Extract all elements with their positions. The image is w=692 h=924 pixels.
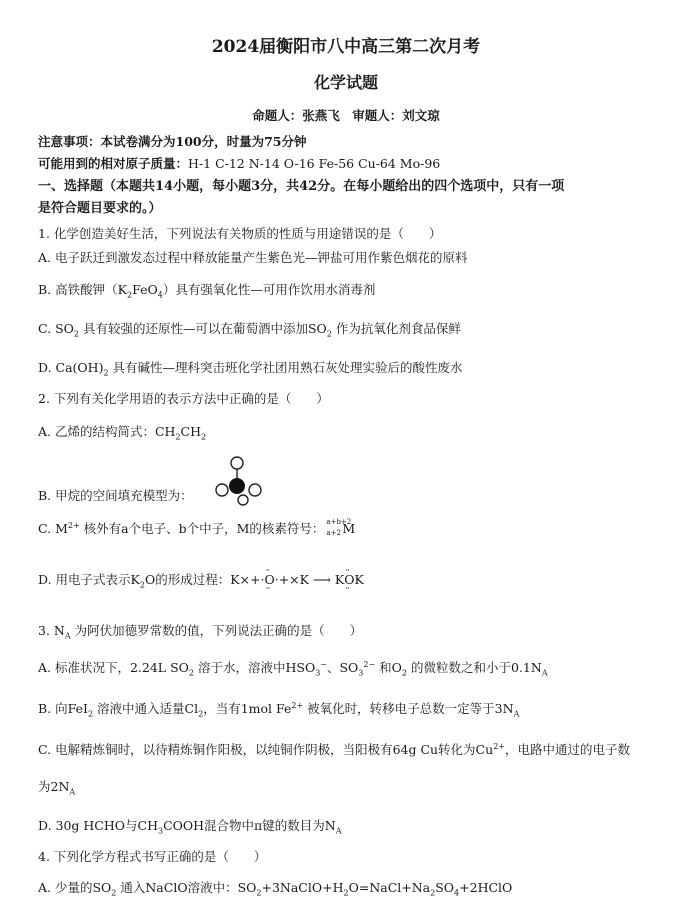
atomic-masses-label: 可能用到的相对原子质量： bbox=[38, 156, 189, 171]
question-4-option-a: A. 少量的$SO_2$ 通入NaClO溶液中：$SO_2+3NaClO+H_2O=NaCl+Na_2SO_4+2HClO$ bbox=[38, 880, 513, 898]
exam-notes: 注意事项：本试卷满分为100分，时量为75分钟 bbox=[38, 134, 307, 149]
authors-line: 命题人：张燕飞 审题人：刘文琼 bbox=[252, 108, 440, 123]
question-1-stem: 1. 化学创造美好生活，下列说法有关物质的性质与用途错误的是（ ） bbox=[38, 226, 442, 241]
question-3-option-d: D. 30g HCHO与$CH_3COOH$混合物中π键的数目为$N_A$ bbox=[38, 818, 342, 836]
atomic-masses-values: H-1 C-12 N-14 O-16 Fe-56 Cu-64 Mo-96 bbox=[188, 156, 441, 171]
question-1-option-b: B. 高铁酸钾$(K_2FeO_4)$具有强氧化性—可用作饮用水消毒剂 bbox=[38, 282, 376, 300]
question-3-option-a: A. 标准状况下，2.24L $SO_2$ 溶于水，溶液中$HSO_3^-$、$SO_3^{2-}$ 和$O_2$ 的微粒数之和小于$0.1N_A$ bbox=[38, 659, 548, 678]
question-1-option-a: A. 电子跃迁到激发态过程中释放能量产生紫色光—钾盐可用作紫色烟花的原料 bbox=[38, 250, 468, 265]
question-1-option-d: D. $Ca(OH)_2$ 具有碱性—理科突击班化学社团用熟石灰处理实验后的酸性废水 bbox=[38, 360, 463, 378]
exam-title: 2024届衡阳市八中高三第二次月考 bbox=[211, 37, 481, 57]
question-1-option-c: C. $SO_2$ 具有较强的还原性—可以在葡萄酒中添加$SO_2$ 作为抗氧化剂食品保鲜 bbox=[38, 321, 461, 339]
question-2-option-a: A. 乙烯的结构简式：$CH_2CH_2$ bbox=[38, 424, 207, 442]
section-heading-line2: 是符合题目要求的。） bbox=[38, 201, 162, 216]
question-3-option-b: B. 向FeI$_2$ 溶液中通入适量$Cl_2$，当有1mol $Fe^{2+}$ 被氧化时，转移电子总数一定等于$3N_A$ bbox=[38, 700, 520, 719]
section-heading-line1: 一、选择题（本题共14小题，每小题3分，共42分。在每小题给出的四个选项中，只有一项 bbox=[38, 179, 565, 194]
atomic-masses-line bbox=[38, 156, 668, 172]
methane-model-icon bbox=[213, 456, 275, 506]
subject-title: 化学试题 bbox=[313, 73, 378, 92]
question-3-option-c-line2: 为$2N_A$ bbox=[38, 779, 76, 797]
question-2-stem: 2. 下列有关化学用语的表示方法中正确的是（ ） bbox=[38, 391, 329, 406]
question-3-option-c-line1: C. 电解精炼铜时，以待精炼铜作阳极，以纯铜作阴极，当阳极有64g Cu转化为$Cu^{2+}$，电路中通过的电子数 bbox=[38, 741, 630, 757]
nuclide-symbol: a+b+2 a+2 M bbox=[326, 518, 356, 537]
question-3-stem: 3. $N_A$ 为阿伏加德罗常数的值，下列说法正确的是（ ） bbox=[38, 623, 363, 641]
question-2-option-d: D. 用电子式表示$K_2O$的形成过程：K×+··· O ···+×K ⟶ K·· O ··K bbox=[38, 572, 668, 588]
question-4-stem: 4. 下列化学方程式书写正确的是（ ） bbox=[38, 849, 267, 864]
question-2-option-c: C. $M^{2+}$ 核外有a个电子、b个中子，M的核素符号： a+b+2 a+2 M bbox=[38, 518, 356, 537]
question-2-option-b: B. 甲烷的空间填充模型为： bbox=[38, 488, 193, 503]
